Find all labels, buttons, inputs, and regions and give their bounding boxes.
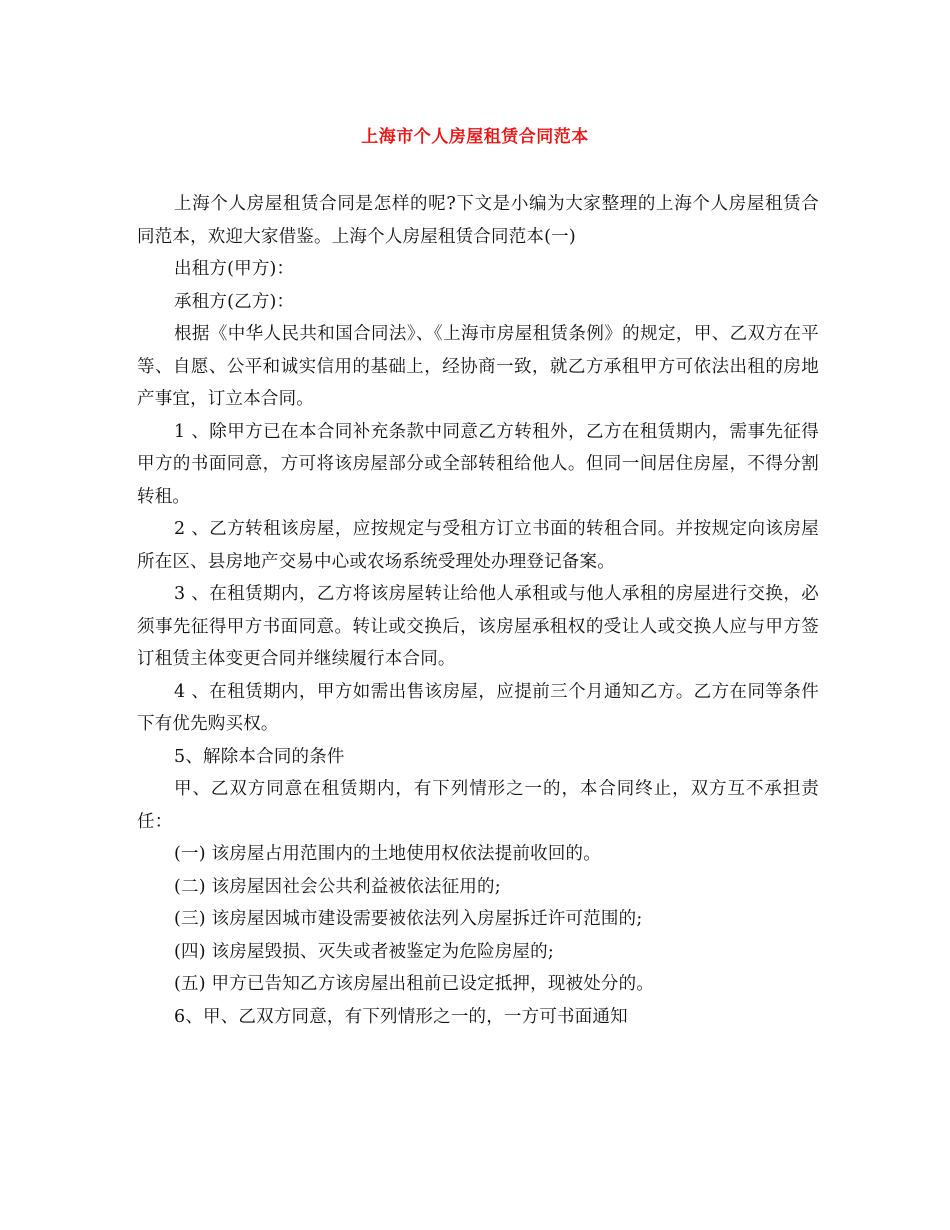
document-title: 上海市个人房屋租赁合同范本 (361, 127, 589, 147)
paragraph-lessor: 出租方(甲方)： (174, 259, 295, 279)
paragraph-clause-5-heading: 5、解除本合同的条件 (174, 746, 345, 767)
paragraph-condition-3: (三) 该房屋因城市建设需要被依法列入房屋拆迁许可范围的; (174, 909, 643, 929)
paragraph-clause-6: 6、甲、乙双方同意，有下列情形之一的，一方可书面通知 (174, 1006, 628, 1027)
paragraph-clause-4: 4 、在租赁期内，甲方如需出售该房屋，应提前三个月通知乙方。乙方在同等条件下有优先购买权。 (137, 681, 819, 734)
paragraph-condition-1: (一) 该房屋占用范围内的土地使用权依法提前收回的。 (174, 844, 601, 864)
paragraph-clause-2: 2 、乙方转租该房屋，应按规定与受租方订立书面的转租合同。并按规定向该房屋所在区、县房地产交易中心或农场系统受理处办理登记备案。 (137, 519, 819, 572)
paragraph-termination-intro: 甲、乙双方同意在租赁期内，有下列情形之一的，本合同终止，双方互不承担责任： (137, 779, 819, 832)
paragraph-condition-4: (四) 该房屋毁损、灭失或者被鉴定为危险房屋的; (174, 941, 554, 962)
paragraph-intro: 上海个人房屋租赁合同是怎样的呢?下文是小编为大家整理的上海个人房屋租赁合同范本，欢迎大家借鉴。上海个人房屋租赁合同范本(一) (137, 194, 819, 247)
paragraph-lessee: 承租方(乙方)： (174, 291, 295, 312)
paragraph-basis: 根据《中华人民共和国合同法》、《上海市房屋租赁条例》的规定，甲、乙双方在平等、自愿、公平和诚实信用的基础上，经协商一致，就乙方承租甲方可依法出租的房地产事宜，订立本合同。 (137, 324, 819, 409)
paragraph-condition-2: (二) 该房屋因社会公共利益被依法征用的; (174, 876, 501, 897)
paragraph-clause-3: 3 、在租赁期内，乙方将该房屋转让给他人承租或与他人承租的房屋进行交换，必须事先征得甲方书面同意。转让或交换后，该房屋承租权的受让人或交换人应与甲方签订租赁主体变更合同并继续履行本合同。 (137, 584, 819, 669)
paragraph-clause-1: 1 、除甲方已在本合同补充条款中同意乙方转租外，乙方在租赁期内，需事先征得甲方的书面同意，方可将该房屋部分或全部转租给他人。但同一间居住房屋，不得分割转租。 (137, 421, 819, 507)
document-body (137, 188, 819, 1033)
paragraph-condition-5: (五) 甲方已告知乙方该房屋出租前已设定抵押，现被处分的。 (174, 974, 655, 994)
